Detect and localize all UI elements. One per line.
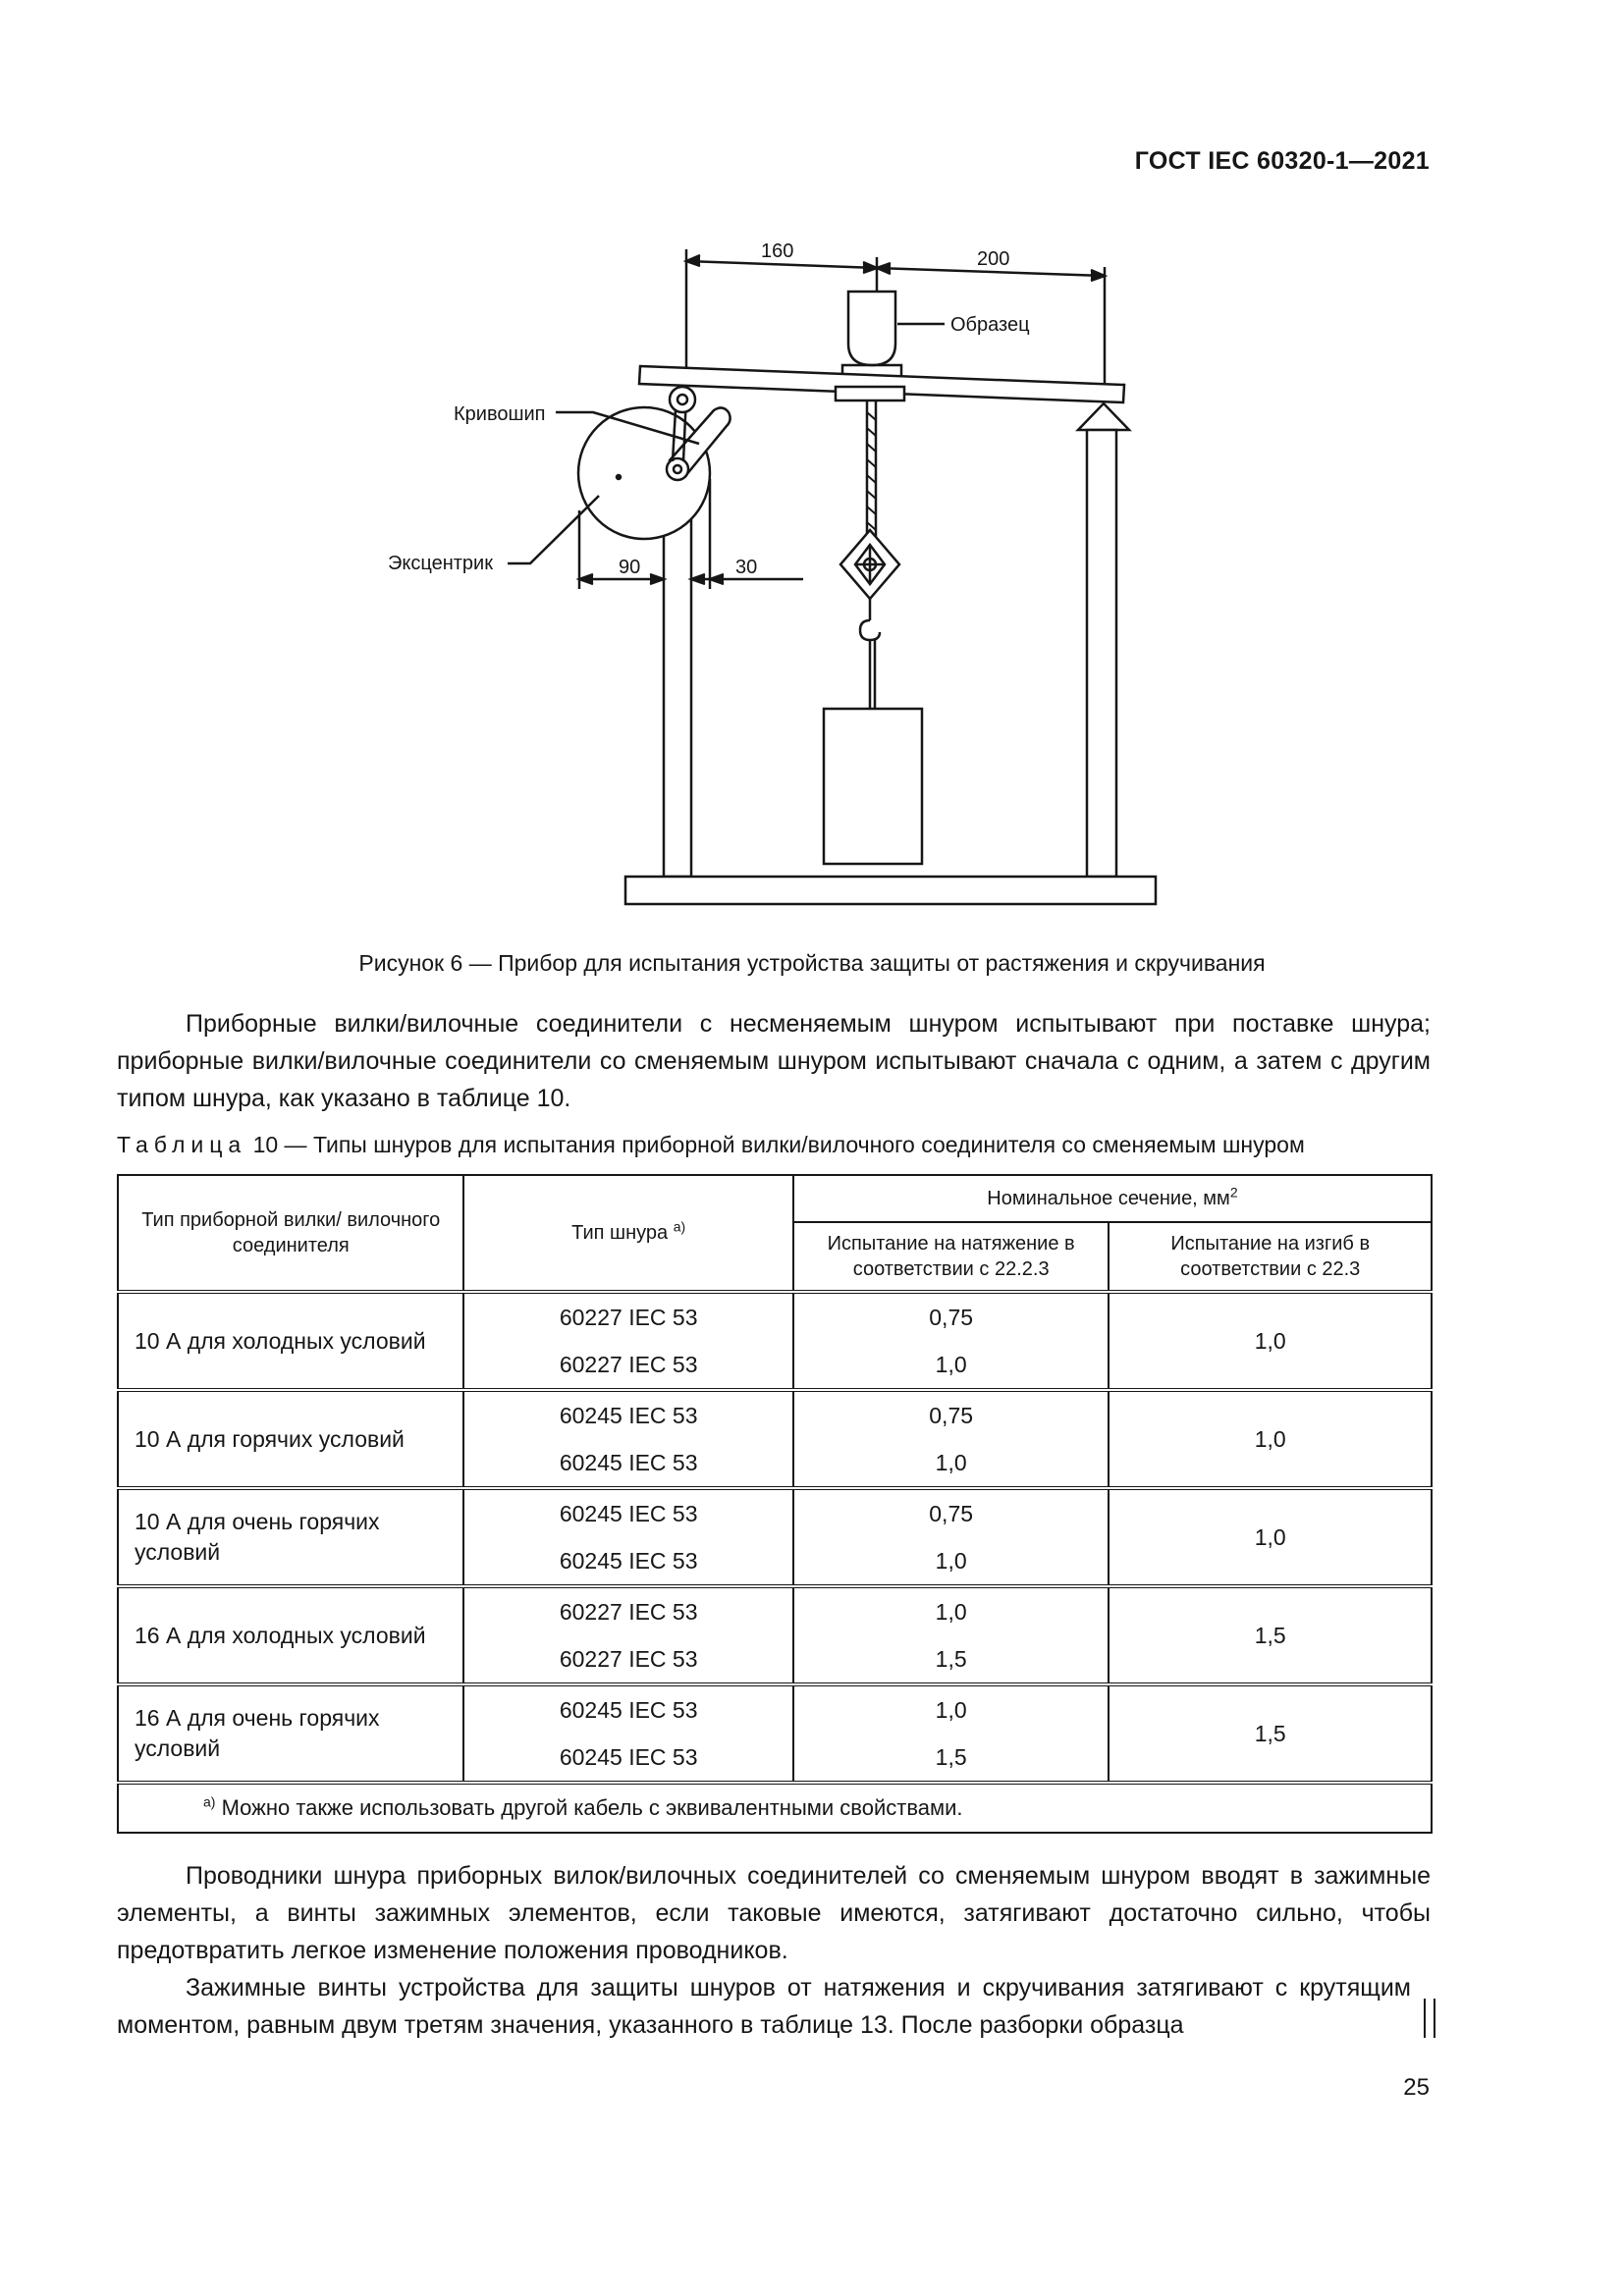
cord-cell: 60227 IEC 53 [463,1586,792,1635]
beam-joint [670,387,695,412]
cord-cell: 60227 IEC 53 [463,1635,792,1684]
header-tension-test: Испытание на натяжение в соответствии с 22.2.3 [793,1222,1110,1292]
appliance-type-cell: 10 А для горячих условий [118,1390,463,1488]
cord-types-table [117,1174,1433,1834]
page-number: 25 [1403,2074,1430,2101]
tension-cell: 0,75 [793,1488,1110,1537]
table-row [118,1390,1432,1439]
flex-cell: 1,0 [1109,1488,1432,1586]
cord-cell: 60245 IEC 53 [463,1439,792,1488]
crank-label: Кривошип [454,403,546,425]
appliance-type-cell: 16 А для холодных условий [118,1586,463,1684]
cord-cell: 60245 IEC 53 [463,1390,792,1439]
pivot-triangle [1078,403,1129,430]
header-appliance-type: Тип приборной вилки/ вилочного соединителя [118,1175,463,1292]
crank-pin [667,458,688,480]
apparatus-figure [0,0,1624,942]
tension-cell: 1,0 [793,1341,1110,1390]
tension-cell: 1,5 [793,1734,1110,1783]
revision-bar [1424,1999,1435,2038]
base-plate [625,877,1156,904]
cord-cell: 60245 IEC 53 [463,1537,792,1586]
flex-cell: 1,0 [1109,1292,1432,1390]
cord-cell: 60227 IEC 53 [463,1341,792,1390]
weight-block [824,709,922,864]
tension-cell: 1,0 [793,1439,1110,1488]
table-row [118,1292,1432,1341]
appliance-type-cell: 16 А для очень горячих условий [118,1684,463,1783]
paragraph-1 [117,1005,1431,1117]
cord-cell: 60245 IEC 53 [463,1488,792,1537]
table-footnote: $^{а)}$ Можно также использовать другой кабель с эквивалентными свойствами. [118,1783,1432,1833]
tension-cell: 1,0 [793,1684,1110,1734]
cord-cell: 60245 IEC 53 [463,1684,792,1734]
tension-cell: 1,0 [793,1586,1110,1635]
table-title-rest: 10 — Типы шнуров для испытания приборной вилки/вилочного соединителя со сменяемым шнуром [252,1132,1305,1157]
tension-cell: 1,5 [793,1635,1110,1684]
document-code: ГОСТ IEC 60320-1—2021 [1134,147,1430,175]
tension-cell: 0,75 [793,1390,1110,1439]
table-row [118,1684,1432,1734]
table-row [118,1586,1432,1635]
dim-line-160 [686,261,877,268]
table-row [118,1488,1432,1537]
header-flex-test: Испытание на изгиб в соответствии с 22.3 [1109,1222,1432,1292]
tension-cell: 0,75 [793,1292,1110,1341]
tension-cell: 1,0 [793,1537,1110,1586]
paragraph-2 [117,1857,1431,2044]
figure-caption: Рисунок 6 — Прибор для испытания устройства защиты от растяжения и скручивания [358,950,1266,976]
paragraph-2-text: Проводники шнура приборных вилок/вилочных соединителей со сменяемым шнуром вводят в зажимные элементы, а винты зажимных элементов, если таковые имеются, затягивают достаточно сильно, чтобы предотвратить легкое изменение положения проводников. [117,1862,1431,1964]
eccentric-leader [508,496,599,563]
dim-90-label: 90 [619,557,641,578]
cord-cell: 60227 IEC 53 [463,1292,792,1341]
flex-cell: 1,5 [1109,1684,1432,1783]
beam-clamp [836,387,904,400]
hook [860,620,880,640]
dim-30-label: 30 [735,557,758,578]
paragraph-1-text: Приборные вилки/вилочные соединители с несменяемым шнуром испытывают при поставке шнура; приборные вилки/вилочные соединители со сменяемым шнуром испытывают сначала с одним, а затем с другим типом шнура, как указано в таблице 10. [117,1010,1431,1112]
table-title-word: Таблица [117,1132,247,1157]
sample-label: Образец [950,314,1030,336]
appliance-type-cell: 10 А для холодных условий [118,1292,463,1390]
header-nominal-section: Номинальное сечение, $мм^2$ [793,1175,1432,1222]
paragraph-3-text: Зажимные винты устройства для защиты шнуров от натяжения и скручивания затягивают с крутящим моментом, равным двум третям значения, указанного в таблице 13. После разборки образца [117,1974,1411,2039]
flex-cell: 1,5 [1109,1586,1432,1684]
dim-200-label: 200 [977,248,1010,270]
eccentric-label: Эксцентрик [388,553,493,574]
flex-cell: 1,0 [1109,1390,1432,1488]
header-cord-type: Тип шнура $^{а)}$ [463,1175,792,1292]
sample-shape [848,292,895,365]
dim-160-label: 160 [761,240,794,262]
right-post [1087,430,1116,877]
cord-cell: 60245 IEC 53 [463,1734,792,1783]
appliance-type-cell: 10 А для очень горячих условий [118,1488,463,1586]
table-title [117,1132,1433,1158]
